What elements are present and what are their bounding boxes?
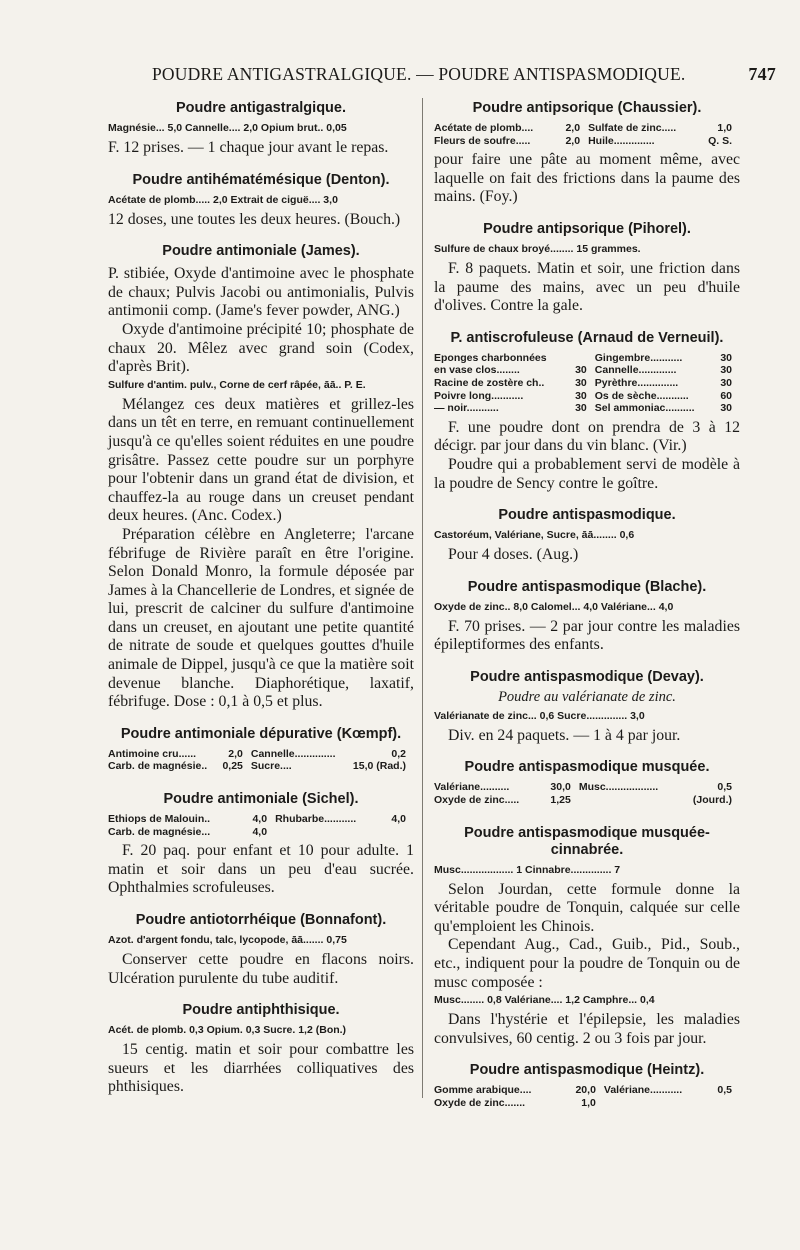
- entry-title: Poudre antispasmodique musquée-cinnabrée.: [464, 824, 710, 858]
- ingredient-name: Cannelle..............: [250, 747, 336, 760]
- ingredient-row: [434, 352, 740, 365]
- formula-line: Castoréum, Valériane, Sucre, āā........ 0,6: [434, 529, 635, 542]
- ingredient-qty: 2,0: [228, 747, 243, 760]
- entry-title: Poudre antispasmodique (Blache).: [467, 578, 707, 595]
- entry-text: pour faire une pâte au moment même, avec laquelle on fait des frictions dans la paume des mains. (Foy.): [434, 151, 740, 206]
- entry-antispasmodique: [434, 507, 740, 565]
- entry-title: Poudre antiphthisique.: [182, 1002, 340, 1019]
- ingredient-qty: 2,0: [565, 122, 581, 134]
- ingredient-qty: 30: [720, 402, 732, 415]
- ingredients-table: [434, 352, 740, 415]
- ingredient-qty: 0,5: [717, 781, 732, 794]
- entry-title: Poudre antihématémésique (Denton).: [132, 171, 390, 188]
- ingredient-qty: 0,5: [717, 1084, 732, 1097]
- ingredient-name: [604, 1097, 710, 1110]
- ingredient-row: [434, 377, 740, 390]
- ingredient-name: en vase clos........: [434, 364, 520, 377]
- ingredient-name: [275, 826, 384, 839]
- entry-antispasmodique-cinnabree: [434, 825, 740, 1049]
- ingredient-qty: 1,25: [550, 794, 571, 807]
- ingredient-qty: 4,0: [252, 825, 268, 838]
- entry-antigastralgique: [108, 100, 414, 158]
- entry-text: Mélangez ces deux matières et grillez-les dans un têt en terre, en remuant continuellement jusqu'à ce qu'elles soient réduites en une poudre grisâtre. Passez cette poudre sur un porphyre pour l'obtenir dans un grand état de division, et chauffez-la au rouge dans un creuset pendant deux heures. (Anc. Codex.): [108, 395, 414, 525]
- ingredients-table: [108, 813, 414, 838]
- entry-title: Poudre antispasmodique musquée.: [464, 759, 710, 776]
- formula-line: Oxyde de zinc.. 8,0 Calomel... 4,0 Valériane... 4,0: [434, 600, 674, 613]
- entry-text: F. une poudre dont on prendra de 3 à 12 décigr. par jour dans du vin blanc. (Vir.): [434, 418, 740, 455]
- ingredient-name: [579, 794, 680, 807]
- entry-title: Poudre antigastralgique.: [176, 100, 346, 116]
- entry-antihematemesique: [108, 172, 414, 230]
- right-column: [434, 94, 740, 1114]
- entry-antiscrofuleuse: [434, 330, 740, 493]
- entry-text: P. stibiée, Oxyde d'antimoine avec le phosphate de chaux; Pulvis Jacobi ou antimonialis, Pulvis antimonii comp. (Jame's fever powder, ANG.): [108, 265, 414, 320]
- ingredient-name: Carb. de magnésie..: [108, 760, 208, 773]
- entry-antipsorique-pihorel: [434, 221, 740, 316]
- entry-title: Poudre antipsorique (Chaussier).: [472, 100, 702, 116]
- ingredient-name: Pyrèthre..............: [594, 376, 679, 389]
- left-column: [108, 94, 414, 1097]
- ingredient-name: Oxyde de zinc.......: [434, 1097, 526, 1109]
- ingredient-row: [434, 1097, 740, 1110]
- entry-title: Poudre antispasmodique (Heintz).: [469, 1062, 705, 1079]
- formula-line: Acétate de plomb..... 2,0 Extrait de ciguë.... 3,0: [108, 193, 338, 206]
- running-head: [108, 62, 776, 92]
- ingredient-name: Rhubarbe...........: [275, 813, 357, 826]
- ingredient-qty: 30: [720, 351, 732, 364]
- ingredient-qty: 1,0: [717, 122, 732, 134]
- ingredient-qty: 0,2: [391, 747, 406, 760]
- entry-text: Pour 4 doses. (Aug.): [448, 546, 579, 564]
- ingredient-name: Gingembre...........: [594, 351, 683, 364]
- entry-antiotorrheique: [108, 912, 414, 988]
- page-number: 747: [748, 64, 776, 84]
- entry-antispasmodique-heintz: [434, 1062, 740, 1109]
- entry-text: Poudre qui a probablement servi de modèle à la poudre de Sency contre le goître.: [434, 455, 740, 492]
- ingredient-qty: 30: [720, 376, 732, 389]
- ingredient-name: Sel ammoniac..........: [594, 402, 695, 415]
- ingredient-name: Os de sèche...........: [594, 389, 689, 402]
- formula-line: Sulfure d'antim. pulv., Corne de cerf râpée, āā.. P. E.: [108, 378, 366, 391]
- running-title: POUDRE ANTIGASTRALGIQUE. — POUDRE ANTISPASMODIQUE.: [152, 64, 686, 84]
- entry-text: Conserver cette poudre en flacons noirs. Ulcération purulente du tube auditif.: [108, 951, 414, 987]
- entry-text: Cependant Aug., Cad., Guib., Pid., Soub., etc., indiquent pour la poudre de Tonquin ou de musc composée :: [434, 936, 740, 991]
- formula-line: Musc........ 0,8 Valériane.... 1,2 Camphre... 0,4: [434, 994, 655, 1007]
- ingredient-qty: 30: [575, 364, 587, 377]
- entry-text: Div. en 24 paquets. — 1 à 4 par jour.: [448, 726, 681, 744]
- ingredient-name: Carb. de magnésie...: [108, 825, 211, 838]
- column-divider: [422, 98, 424, 1098]
- ingredient-name: Musc..................: [578, 781, 659, 794]
- ingredients-table: [434, 781, 740, 806]
- ingredient-qty: 30: [575, 389, 587, 402]
- ingredient-row: [434, 364, 740, 377]
- ingredient-qty: 60: [720, 389, 732, 402]
- entry-text: F. 20 paq. pour enfant et 10 pour adulte. 1 matin et soir dans un peu d'eau sucrée. Ophthalmies scrofuleuses.: [108, 842, 414, 897]
- ingredients-table: [434, 1084, 740, 1109]
- ingredient-row: [434, 1084, 740, 1097]
- ingredient-name: Ethiops de Malouin..: [108, 813, 211, 826]
- ingredient-name: Sulfate de zinc.....: [588, 122, 677, 134]
- ingredient-qty: Q. S.: [708, 134, 732, 147]
- ingredient-row: [434, 794, 740, 807]
- ingredient-row: [434, 390, 740, 403]
- ingredient-qty: 30: [575, 376, 587, 389]
- entry-subtitle: Poudre au valérianate de zinc.: [498, 688, 676, 705]
- entry-antimoniale-depurative: [108, 726, 414, 773]
- entry-title: P. antiscrofuleuse (Arnaud de Verneuil).: [450, 329, 724, 346]
- entry-title: Poudre antimoniale (James).: [162, 243, 360, 260]
- formula-line: Sulfure de chaux broyé........ 15 grammes.: [434, 242, 641, 255]
- ingredient-row: [108, 813, 414, 826]
- ingredient-name: Oxyde de zinc.....: [434, 794, 520, 807]
- entry-antiphthisique: [108, 1002, 414, 1097]
- ingredient-row: [434, 122, 740, 135]
- ingredient-row: [434, 402, 740, 415]
- entry-title: Poudre antimoniale dépurative (Kœmpf).: [120, 725, 402, 742]
- entry-text: Dans l'hystérie et l'épilepsie, les maladies convulsives, 60 centig. 2 ou 3 fois par jour.: [434, 1011, 740, 1047]
- entry-antipsorique-chaussier: [434, 100, 740, 207]
- ingredient-name: Cannelle.............: [594, 364, 677, 377]
- ingredient-name: Acétate de plomb....: [434, 122, 534, 134]
- ingredient-name: Racine de zostère ch..: [434, 376, 545, 389]
- formula-line: Musc.................. 1 Cinnabre.............. 7: [434, 863, 621, 876]
- ingredient-qty: 1,0: [581, 1097, 596, 1109]
- entry-text: 12 doses, une toutes les deux heures. (Bouch.): [108, 210, 401, 228]
- entry-text: F. 12 prises. — 1 chaque jour avant le repas.: [108, 139, 389, 156]
- ingredient-row: [108, 760, 414, 773]
- entry-title: Poudre antispasmodique (Devay).: [470, 668, 704, 685]
- entry-text: Oxyde d'antimoine précipité 10; phosphate de chaux 20. Mêlez avec grand soin (Codex, d'après Brit).: [108, 320, 414, 376]
- entry-title: Poudre antimoniale (Sichel).: [163, 791, 359, 808]
- ingredient-qty: 0,25: [222, 760, 243, 773]
- ingredient-qty: 15,0 (Rad.): [352, 760, 406, 773]
- entry-text: F. 8 paquets. Matin et soir, une friction dans la paume des mains, avec un peu d'huile d'olives. Contre la gale.: [434, 259, 740, 315]
- entry-text: Selon Jourdan, cette formule donne la véritable poudre de Tonquin, calquée sur celle qu'emploient les Chinois.: [434, 880, 740, 935]
- ingredient-name: Valériane..........: [434, 781, 510, 794]
- ingredient-row: [434, 781, 740, 794]
- ingredient-name: Fleurs de soufre.....: [434, 134, 531, 147]
- entry-antispasmodique-devay: [434, 669, 740, 746]
- ingredient-name: Poivre long...........: [434, 389, 524, 402]
- ingredient-qty: (Jourd.): [692, 794, 732, 807]
- ingredient-qty: 30: [720, 364, 732, 377]
- ingredient-name: Gomme arabique....: [434, 1084, 532, 1097]
- formula-line: Magnésie... 5,0 Cannelle.... 2,0 Opium brut.. 0,05: [108, 122, 347, 134]
- ingredient-name: Huile..............: [588, 134, 655, 147]
- ingredient-name: — noir...........: [434, 402, 499, 415]
- entry-title: Poudre antipsorique (Pihorel).: [483, 220, 691, 237]
- book-page: [108, 62, 776, 1192]
- formula-line: Azot. d'argent fondu, talc, lycopode, āā....... 0,75: [108, 934, 347, 946]
- ingredient-qty: 30,0: [550, 781, 571, 794]
- ingredient-qty: [384, 826, 414, 839]
- ingredient-row: [108, 826, 414, 839]
- formula-line: Acét. de plomb. 0,3 Opium. 0,3 Sucre. 1,2 (Bon.): [108, 1024, 347, 1037]
- entry-text: 15 centig. matin et soir pour combattre les sueurs et les diarrhées colliquatives des phthisiques.: [108, 1041, 414, 1096]
- entry-text: F. 70 prises. — 2 par jour contre les maladies épileptiformes des enfants.: [434, 617, 740, 654]
- entry-title: Poudre antispasmodique.: [498, 507, 676, 524]
- ingredient-qty: [709, 1097, 740, 1110]
- ingredient-row: [108, 748, 414, 761]
- ingredient-row: [434, 135, 740, 148]
- entry-title: Poudre antiotorrhéique (Bonnafont).: [135, 912, 387, 928]
- entry-text: Préparation célèbre en Angleterre; l'arcane fébrifuge de Rivière paraît en être l'origine. Selon Donald Monro, la formule déposée par James à la Chancellerie de Londres, et signée de lui, prescrit de calciner du sulfure d'antimoine dans un creuset, en ajoutant une petite quantité de nitrate de soude et quelques gouttes d'huile animale de Dippel, jusqu'à ce que la matière soit devenue blanche. Diaphorétique, laxatif, fébrifuge. Dose : 0,1 à 0,5 et plus.: [108, 525, 414, 711]
- ingredient-qty: 20,0: [575, 1084, 596, 1097]
- ingredient-name: Sucre....: [250, 760, 292, 773]
- entry-antispasmodique-blache: [434, 579, 740, 655]
- ingredient-name: Antimoine cru......: [108, 747, 197, 760]
- ingredient-name: Valériane...........: [603, 1084, 683, 1097]
- entry-antimoniale-sichel: [108, 791, 414, 898]
- entry-antispasmodique-musquee: [434, 759, 740, 806]
- ingredients-table: [434, 122, 740, 147]
- ingredient-name: Eponges charbonnées: [434, 351, 547, 364]
- ingredient-qty: 4,0: [391, 813, 406, 826]
- ingredient-qty: 30: [575, 402, 587, 415]
- ingredient-qty: 4,0: [252, 813, 268, 826]
- entry-antimoniale-james: [108, 243, 414, 712]
- ingredients-table: [108, 748, 414, 773]
- ingredient-qty: [571, 352, 595, 365]
- ingredient-qty: 2,0: [565, 134, 581, 147]
- formula-line: Valérianate de zinc... 0,6 Sucre.............. 3,0: [434, 709, 645, 722]
